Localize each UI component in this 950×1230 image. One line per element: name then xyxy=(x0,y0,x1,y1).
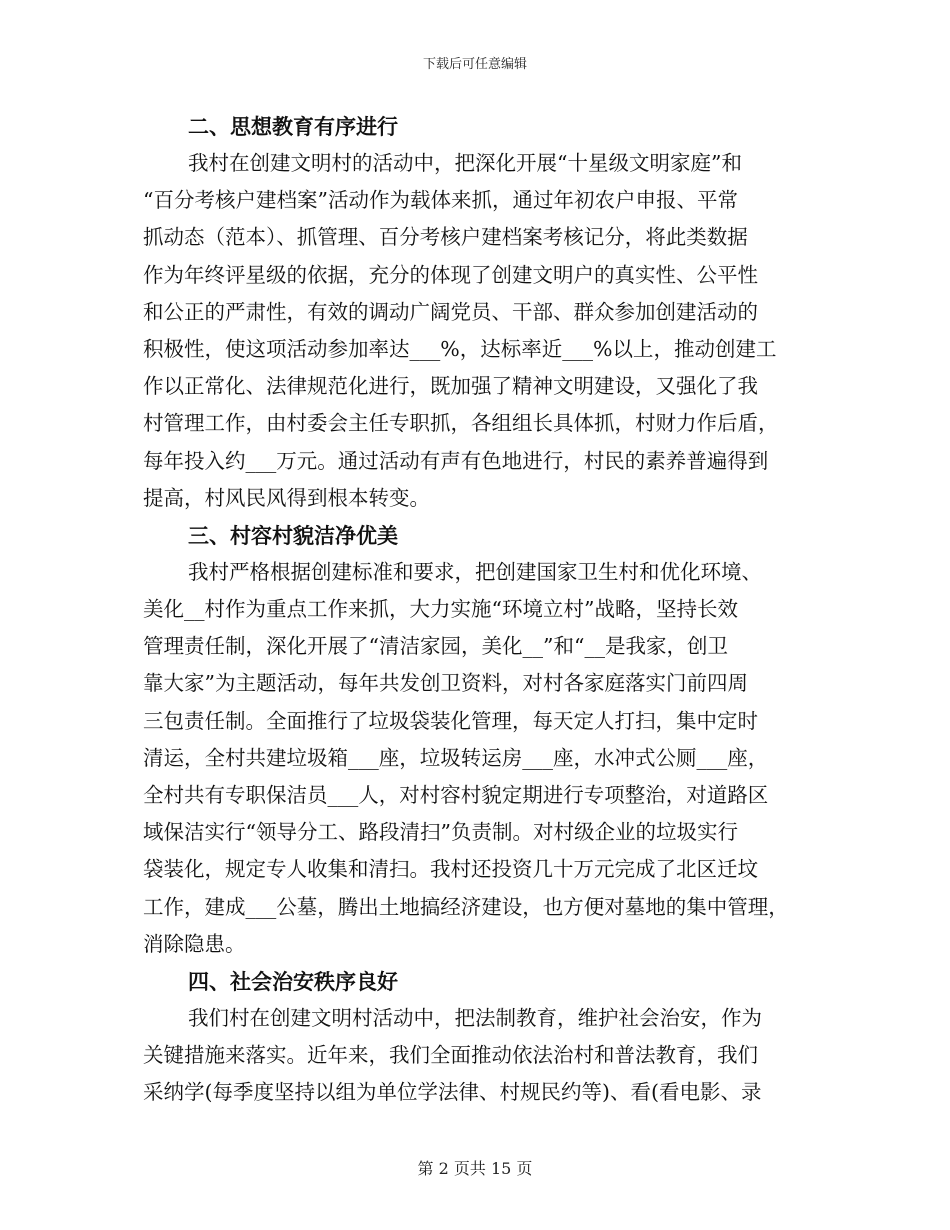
paragraph-line: 提高，村风民风得到根本转变。 xyxy=(143,485,430,510)
paragraph-line: 全村共有专职保洁员___人，对村容村貌定期进行专项整治，对道路区 xyxy=(143,783,769,807)
section-paragraph xyxy=(143,145,808,517)
paragraph-line: 清运，全村共建垃圾箱___座，垃圾转运房___座，水冲式公厕___座， xyxy=(143,745,769,770)
paragraph-line: 我们村在创建文明村活动中，把法制教育，维护社会治安，作为 xyxy=(188,1005,762,1030)
paragraph-line: 作为年终评星级的依据，充分的体现了创建文明户的真实性、公平性 xyxy=(143,262,758,287)
paragraph-line: 域保洁实行“领导分工、路段清扫”负责制。对村级企业的垃圾实行 xyxy=(143,820,738,845)
section-heading: 二、思想教育有序进行 xyxy=(188,114,398,139)
paragraph-line: 管理责任制，深化开展了“清洁家园，美化__”和“__是我家，创卫 xyxy=(143,634,728,659)
paragraph-line: 抓动态（范本）、抓管理、百分考核户建档案考核记分，将此类数据 xyxy=(143,225,748,250)
section-heading: 三、村容村貌洁净优美 xyxy=(188,522,398,548)
paragraph-line: 村管理工作，由村委会主任专职抓，各组组长具体抓，村财力作后盾， xyxy=(143,411,779,436)
section-paragraph xyxy=(143,1000,808,1112)
paragraph-line: 每年投入约___万元。通过活动有声有色地进行，村民的素养普遍得到 xyxy=(143,448,769,473)
paragraph-line: 积极性，使这项活动参加率达___%，达标率近___%以上，推动创建工 xyxy=(143,336,777,361)
section-heading: 四、社会治安秩序良好 xyxy=(188,968,398,994)
page-footer: 第 2 页共 15 页 xyxy=(417,1159,533,1178)
paragraph-line: 和公正的严肃性，有效的调动广阔党员、干部、群众参加创建活动的 xyxy=(143,299,758,324)
paragraph-line: 消除隐患。 xyxy=(143,931,246,956)
paragraph-line: 三包责任制。全面推行了垃圾袋装化管理，每天定人打扫，集中定时 xyxy=(143,708,758,733)
paragraph-line: 工作，建成___公墓，腾出土地搞经济建设，也方便对墓地的集中管理， xyxy=(143,894,789,919)
document-body xyxy=(143,108,808,1112)
paragraph-line: 美化__村作为重点工作来抓，大力实施“环境立村”战略，坚持长效 xyxy=(143,597,738,622)
paragraph-line: 关键措施来落实。近年来，我们全面推动依法治村和普法教育，我们 xyxy=(143,1043,758,1068)
paragraph-line: 作以正常化、法律规范化进行，既加强了精神文明建设，又强化了我 xyxy=(143,374,758,399)
paragraph-line: 我村在创建文明村的活动中，把深化开展“十星级文明家庭”和 xyxy=(188,151,742,175)
page-header: 下载后可任意编辑 xyxy=(422,57,527,72)
paragraph-line: “百分考核户建档案”活动作为载体来抓，通过年初农户申报、平常 xyxy=(143,188,738,213)
paragraph-line: 袋装化，规定专人收集和清扫。我村还投资几十万元完成了北区迁坟 xyxy=(143,857,758,882)
paragraph-line: 靠大家”为主题活动，每年共发创卫资料，对村各家庭落实门前四周 xyxy=(143,671,748,696)
paragraph-line: 我村严格根据创建标准和要求，把创建国家卫生村和优化环境、 xyxy=(188,559,762,584)
section-paragraph xyxy=(143,554,808,963)
paragraph-line: 采纳学(每季度坚持以组为单位学法律、村规民约等)、看(看电影、录 xyxy=(143,1080,762,1105)
